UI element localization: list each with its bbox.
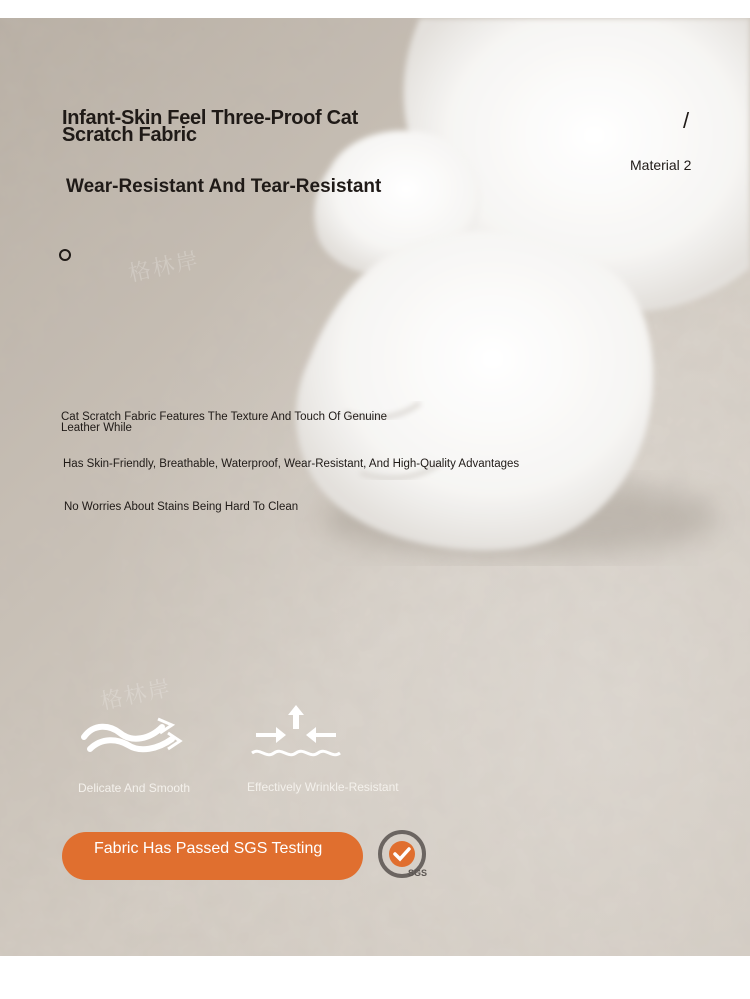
sgs-badge-icon <box>378 830 430 882</box>
feature-label: Effectively Wrinkle-Resistant <box>247 780 399 794</box>
ring-bullet-icon <box>59 249 71 261</box>
description-line: No Worries About Stains Being Hard To Clean <box>64 501 299 513</box>
headline-title: Infant-Skin Feel Three-Proof Cat Scratch Fabric <box>62 107 358 146</box>
description-line: Cat Scratch Fabric Features The Texture And Touch Of Genuine Leather While <box>61 411 388 434</box>
sgs-button-label: Fabric Has Passed SGS Testing <box>94 840 323 857</box>
material-label: Material 2 <box>630 157 692 173</box>
wrinkle-resistant-icon <box>250 703 342 763</box>
description-line: Has Skin-Friendly, Breathable, Waterproof, Wear-Resistant, And High-Quality Advantages <box>63 458 520 470</box>
smooth-waves-icon <box>80 715 184 761</box>
feature-label: Delicate And Smooth <box>78 781 191 795</box>
brand-watermark: 格林岸 <box>98 674 175 715</box>
sgs-certification-button[interactable] <box>62 832 363 880</box>
headline-slash: / <box>683 108 690 133</box>
headline-subtitle: Wear-Resistant And Tear-Resistant <box>66 176 382 197</box>
sgs-badge-text: SGS <box>408 868 428 878</box>
brand-watermark: 格林岸 <box>126 246 203 287</box>
